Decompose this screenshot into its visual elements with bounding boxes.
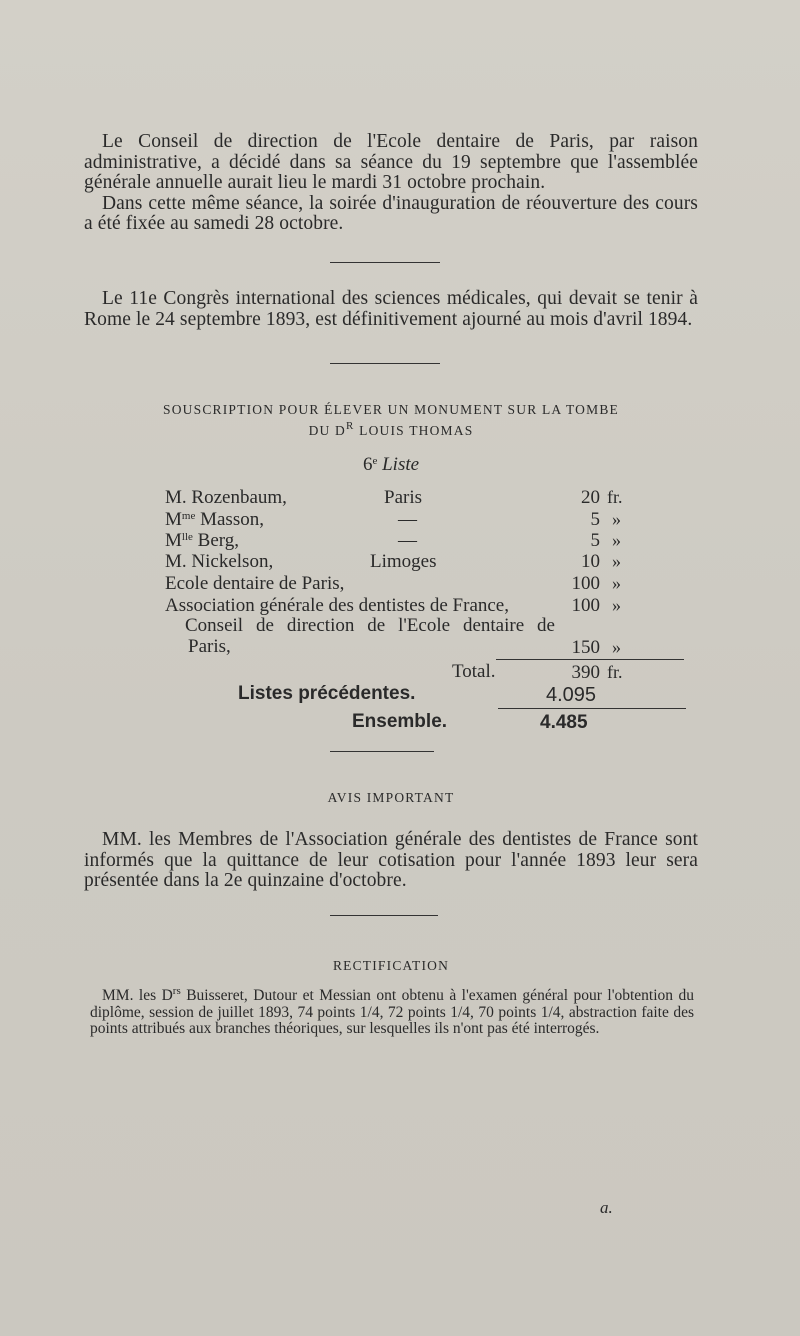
subscriber-city-1: Paris: [384, 487, 422, 508]
avis-paragraph: MM. les Membres de l'Association générale des dentistes de France sont informés que la quittance de leur cotisation pour l'année 1893 leur sera présentée dans la 2e quinzaine d'octobre.: [84, 829, 698, 891]
subscription-title-line1: SOUSCRIPTION POUR ÉLEVER UN MONUMENT SUR LA TOMBE: [163, 402, 619, 417]
total-rule: [496, 659, 684, 660]
subscriber-unit-3: »: [612, 530, 621, 550]
subscriber-amount-1: 20: [581, 487, 600, 508]
avis-title: AVIS IMPORTANT: [327, 790, 455, 805]
ensemble-rule: [498, 708, 686, 709]
subscriber-city-4: Limoges: [370, 551, 437, 572]
total-unit: fr.: [607, 662, 623, 682]
subscriber-row-2: $M^{me}$ Masson,: [165, 509, 264, 530]
subscriber-amount-6: 100: [571, 595, 600, 616]
previous-lists-label: Listes précédentes.: [238, 683, 416, 704]
subscriber-city-2: —: [398, 509, 417, 530]
ensemble-amount: 4.485: [540, 712, 588, 733]
avis-block: [84, 830, 698, 892]
subscriber-unit-4: »: [612, 551, 621, 571]
subscriber-unit-conseil: »: [612, 637, 621, 657]
subscriber-row-conseil: Conseil de direction de l'Ecole dentaire de: [185, 615, 555, 636]
subscriber-amount-2: 5: [590, 509, 600, 530]
paragraph-congres: Le 11e Congrès international des sciences médicales, qui devait se tenir à Rome le 24 septembre 1893, est définitivement ajourné au mois d'avril 1894.: [84, 288, 698, 330]
paragraph-conseil: Le Conseil de direction de l'Ecole dentaire de Paris, par raison administrative, a décidé dans sa séance du 19 septembre que l'assemblée générale annuelle aurait lieu le mardi 31 octobre prochain.: [84, 131, 698, 193]
subscriber-row-4: M. Nickelson,: [165, 551, 274, 572]
subscriber-row-6: Association générale des dentistes de France,: [165, 595, 509, 616]
subscriber-unit-2: »: [612, 509, 621, 529]
subscriber-amount-3: 5: [590, 530, 600, 551]
subscriber-unit-5: »: [612, 573, 621, 593]
subscriber-amount-conseil: 150: [571, 637, 600, 658]
paragraph-block-2: [84, 289, 698, 330]
total-label: Total.: [452, 661, 496, 682]
ensemble-label: Ensemble.: [352, 711, 448, 732]
paragraph-soiree: Dans cette même séance, la soirée d'inauguration de réouverture des cours a été fixée au samedi 28 octobre.: [84, 192, 698, 234]
divider-3: [330, 751, 434, 752]
subscriber-city-3: —: [398, 530, 417, 551]
subscriber-row-3: $M^{lle}$ Berg,: [165, 530, 239, 551]
page-signature-mark: a.: [600, 1198, 613, 1217]
subscriber-row-conseil-cont: Paris,: [188, 636, 231, 657]
rectification-title: RECTIFICATION: [332, 958, 450, 973]
subscriber-unit-1: fr.: [607, 487, 623, 507]
rectification-block: [90, 985, 695, 1038]
divider-2: [330, 363, 440, 364]
paragraph-block-1: [84, 132, 698, 235]
subscriber-row-1: M. Rozenbaum,: [165, 487, 287, 508]
subscriber-row-5: Ecole dentaire de Paris,: [165, 573, 345, 594]
total-amount: 390: [571, 662, 600, 683]
subscription-title-line2: DU $D^R$ LOUIS THOMAS: [308, 420, 474, 438]
subscriber-unit-6: »: [612, 595, 621, 615]
subscriber-amount-4: 10: [581, 551, 600, 572]
divider-4: [330, 915, 438, 916]
subscriber-amount-5: 100: [571, 573, 600, 594]
previous-lists-amount: 4.095: [546, 684, 597, 706]
rectification-paragraph: MM. les $D^{rs}$ Buisseret, Dutour et Messian ont obtenu à l'examen général pour l'obtention du diplôme, session de juillet 1893, 74 points 1/4, 72 points 1/4, 70 points 1/4, abstraction faite des points attribués aux branches théoriques, sur lesquelles ils n'ont pas été interrogés.: [90, 985, 695, 1037]
divider-1: [330, 262, 440, 263]
liste-heading: 6e Liste: [362, 454, 420, 475]
